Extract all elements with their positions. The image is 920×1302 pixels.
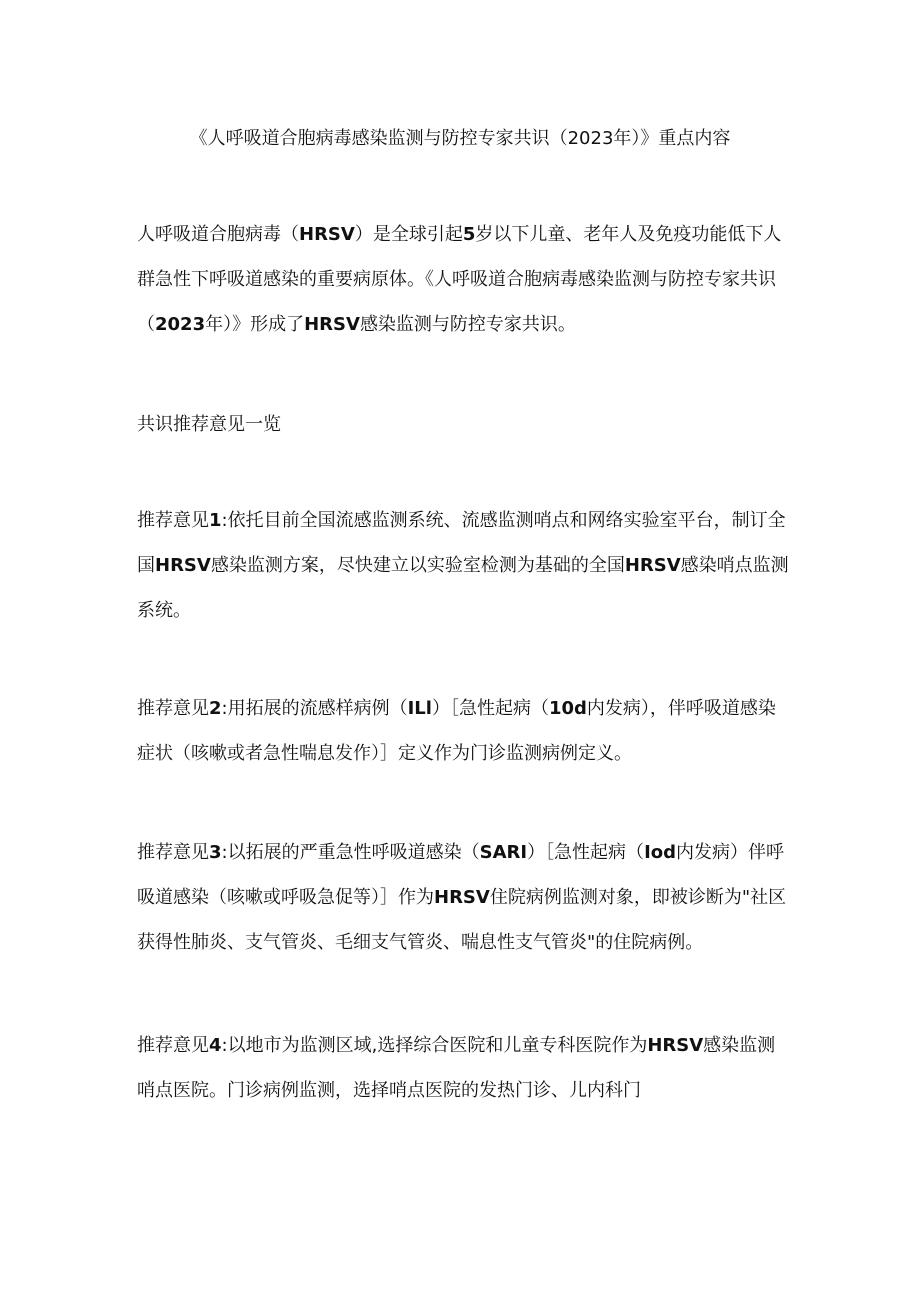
rec3-text-4: 内发病）伴呼吸道感染（咳嗽或呼吸急促等）］作为 — [137, 842, 785, 908]
rec1-bold-2: HRSV — [155, 555, 211, 576]
rec4-text-3: 感染监测哨点医院。门诊病例监测，选择哨点医院的发热门诊、儿内科门 — [137, 1035, 776, 1101]
intro-paragraph — [137, 212, 789, 347]
recommendation-2 — [137, 686, 789, 776]
rec4-text-1: 推荐意见 — [137, 1035, 209, 1056]
intro-text-5: 感染监测与防控专家共识。 — [359, 314, 576, 335]
rec2-bold-3: 10d — [548, 698, 587, 719]
intro-bold-1: HRSV — [299, 224, 355, 245]
rec3-text-2: :以拓展的严重急性呼吸道感染（ — [221, 842, 480, 863]
rec4-bold-1: 4 — [209, 1035, 222, 1056]
rec2-text-2: :用拓展的流感样病例（ — [221, 698, 408, 719]
section-heading: 共识推荐意见一览 — [137, 414, 281, 435]
rec3-bold-4: HRSV — [434, 887, 490, 908]
rec3-text-3: ）［急性起病（ — [527, 842, 645, 863]
rec1-bold-3: HRSV — [624, 555, 681, 576]
rec1-text-3: 感染监测方案，尽快建立以实验室检测为基础的全国 — [210, 555, 625, 576]
intro-text-3: 岁以下儿童、老年人及免疫功能低下人群急性下呼吸道感染的重要病原体。《人呼吸道合胞病毒感染监测与防控专家共识（ — [137, 224, 782, 335]
rec2-text-1: 推荐意见 — [137, 698, 209, 719]
recommendation-1 — [137, 498, 789, 633]
rec3-text-5: 住院病例监测对象，即被诊断为"社区获得性肺炎、支气管炎、毛细支气管炎、喘息性支气管炎"的住院病例。 — [137, 887, 787, 953]
rec4-text-2: :以地市为监测区域,选择综合医院和儿童专科医院作为 — [221, 1035, 648, 1056]
rec3-bold-3: Iod — [644, 842, 677, 863]
rec2-text-4: 内发病），伴呼吸道感染症状（咳嗽或者急性喘息发作）］定义作为门诊监测病例定义。 — [137, 698, 776, 764]
rec1-bold-1: 1 — [209, 510, 222, 531]
document-title: 《人呼吸道合胞病毒感染监测与防控专家共识（2023年）》重点内容 — [189, 128, 731, 149]
intro-text-2: ）是全球引起 — [354, 224, 463, 245]
recommendation-4 — [137, 1023, 789, 1113]
intro-bold-2: 5 — [462, 224, 476, 245]
rec1-text-2: :依托目前全国流感监测系统、流感监测哨点和网络实验室平台，制订全国 — [137, 510, 786, 576]
rec2-bold-2: ILl — [407, 698, 432, 719]
rec3-bold-1: 3 — [209, 842, 222, 863]
rec2-text-3: ）［急性起病（ — [431, 698, 549, 719]
intro-text-1: 人呼吸道合胞病毒（ — [137, 224, 299, 245]
rec3-bold-2: SARI — [479, 842, 528, 863]
rec1-text-1: 推荐意见 — [137, 510, 209, 531]
intro-bold-3: 2023 — [155, 314, 206, 335]
intro-text-4: 年）》形成了 — [205, 314, 305, 335]
intro-bold-4: HRSV — [304, 314, 360, 335]
rec4-bold-2: HRSV — [647, 1035, 704, 1056]
recommendation-3 — [137, 830, 789, 965]
rec2-bold-1: 2 — [209, 698, 222, 719]
rec1-text-4: 感染哨点监测系统。 — [137, 555, 789, 621]
rec3-text-1: 推荐意见 — [137, 842, 209, 863]
